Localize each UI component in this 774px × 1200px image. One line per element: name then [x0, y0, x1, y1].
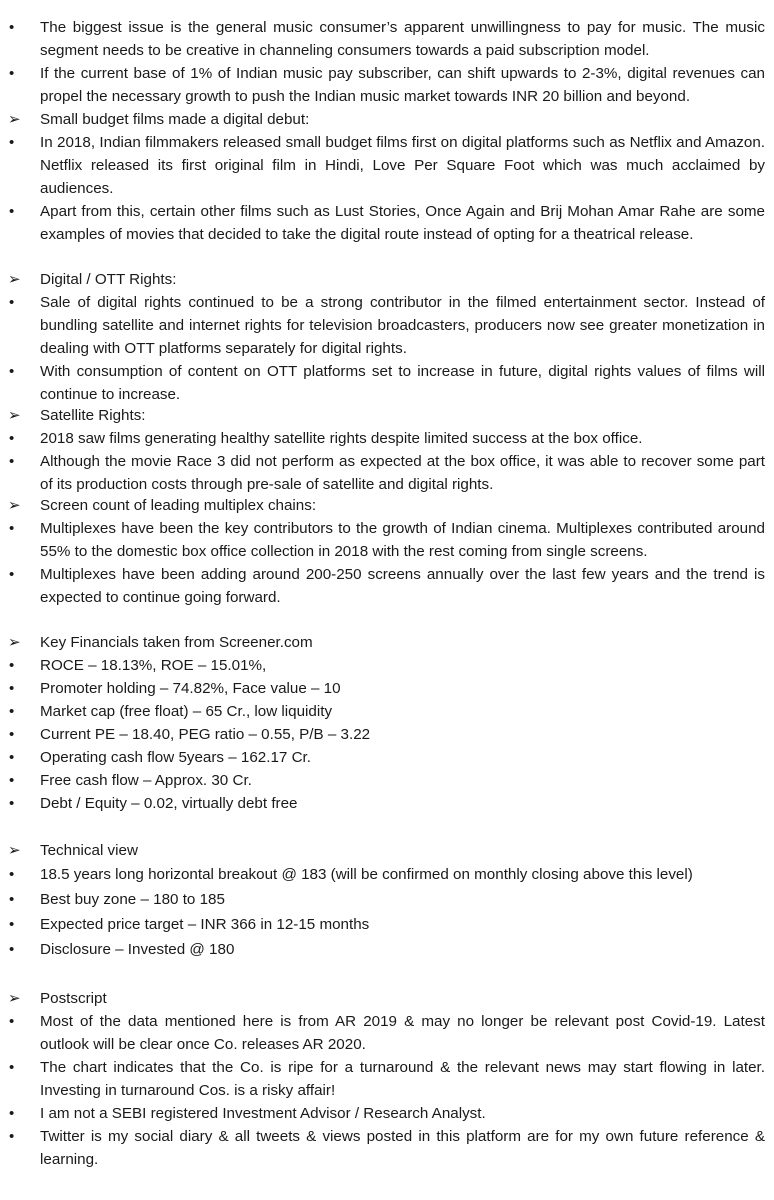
list-item-text: Sale of digital rights continued to be a strong contributor in the filmed entertainment sector. Instead of bundling satellite and internet rights for television broadcasters, producers now see greater monetization in dealing with OTT platforms separately for digital rights. [40, 294, 765, 357]
section-heading-text: Screen count of leading multiplex chains: [40, 497, 317, 514]
list-item-text: ROCE – 18.13%, ROE – 15.01%, [40, 657, 267, 674]
list-item-text: With consumption of content on OTT platforms set to increase in future, digital rights values of films will continue to increase. [40, 363, 765, 403]
bullet-marker [9, 563, 29, 586]
section-technical-view [0, 839, 774, 962]
list-item [0, 563, 774, 609]
list-item-text: In 2018, Indian filmmakers released small budget films first on digital platforms such as Netflix and Amazon. Netflix released its first original film in Hindi, Love Per Square Foot which was much acclaimed by audiences. [40, 134, 765, 197]
section-key-financials [0, 631, 774, 815]
bullet-marker [9, 62, 29, 85]
arrow-marker: ➢ [8, 111, 21, 128]
list-item-text: I am not a SEBI registered Investment Advisor / Research Analyst. [40, 1105, 486, 1122]
list-item-text: The biggest issue is the general music consumer’s apparent unwillingness to pay for music. The music segment needs to be creative in channeling consumers towards a paid subscription model. [40, 19, 765, 59]
list-item-text: Although the movie Race 3 did not perform as expected at the box office, it was able to recover some part of its production costs through pre-sale of satellite and digital rights. [40, 453, 765, 493]
list-item [0, 1056, 774, 1102]
bullet-marker [9, 131, 29, 154]
arrow-marker: ➢ [8, 497, 21, 514]
list-item-text: Apart from this, certain other films such as Lust Stories, Once Again and Brij Mohan Amar Rahe are some examples of movies that decided to take the digital route instead of opting for a theatrical release. [40, 203, 765, 243]
list-item [0, 427, 774, 450]
section-heading-text: Technical view [40, 842, 138, 859]
bullet-marker [9, 360, 29, 383]
section-heading [0, 404, 774, 427]
bullet-marker [9, 862, 29, 887]
bullet-marker [9, 769, 29, 792]
bullet-marker [9, 700, 29, 723]
list-item-text: The chart indicates that the Co. is ripe for a turnaround & the relevant news may start flowing in later. Investing in turnaround Cos. is a risky affair! [40, 1059, 765, 1099]
list-item [0, 200, 774, 246]
section-heading-text: Key Financials taken from Screener.com [40, 634, 313, 651]
list-item-text: Current PE – 18.40, PEG ratio – 0.55, P/B – 3.22 [40, 726, 371, 743]
section-heading-text: Postscript [40, 990, 107, 1007]
list-item-text: Market cap (free float) – 65 Cr., low liquidity [40, 703, 333, 720]
list-item [0, 912, 774, 937]
arrow-marker: ➢ [8, 990, 21, 1007]
bullet-marker [9, 450, 29, 473]
bullet-marker [9, 291, 29, 314]
bullet-marker [9, 1102, 29, 1125]
list-item [0, 1125, 774, 1171]
list-item [0, 792, 774, 815]
list-item-text: 2018 saw films generating healthy satellite rights despite limited success at the box office. [40, 430, 643, 447]
list-item [0, 131, 774, 200]
bullet-marker [9, 723, 29, 746]
list-item-text: If the current base of 1% of Indian music pay subscriber, can shift upwards to 2-3%, digital revenues can propel the necessary growth to push the Indian music market towards INR 20 billion and beyond. [40, 65, 765, 105]
bullet-marker [9, 654, 29, 677]
bullet-marker [9, 427, 29, 450]
list-item-text: Twitter is my social diary & all tweets & views posted in this platform are for my own future reference & learning. [40, 1128, 765, 1168]
bullet-marker [9, 792, 29, 815]
list-item [0, 723, 774, 746]
section-heading [0, 108, 774, 131]
section-heading-text: Satellite Rights: [40, 407, 146, 424]
list-item [0, 700, 774, 723]
section-heading [0, 494, 774, 517]
list-item-text: Multiplexes have been adding around 200-250 screens annually over the last few years and the trend is expected to continue going forward. [40, 566, 765, 606]
list-item [0, 1102, 774, 1125]
list-item-text: Most of the data mentioned here is from AR 2019 & may no longer be relevant post Covid-19. Latest outlook will be clear once Co. releases AR 2020. [40, 1013, 765, 1053]
bullet-marker [9, 887, 29, 912]
bullet-marker [9, 1125, 29, 1148]
section-heading [0, 839, 774, 862]
section-postscript [0, 987, 774, 1171]
arrow-marker: ➢ [8, 407, 21, 424]
section-satellite-rights [0, 404, 774, 496]
bullet-marker [9, 912, 29, 937]
list-item-text: Disclosure – Invested @ 180 [40, 941, 235, 958]
section-small-budget-films [0, 108, 774, 246]
section-heading [0, 268, 774, 291]
section-heading-text: Small budget films made a digital debut: [40, 111, 310, 128]
bullet-marker [9, 937, 29, 962]
list-item [0, 62, 774, 108]
section-multiplex-chains [0, 494, 774, 609]
bullet-marker [9, 1010, 29, 1033]
list-item [0, 517, 774, 563]
section-heading [0, 987, 774, 1010]
list-item [0, 16, 774, 62]
list-item-text: Debt / Equity – 0.02, virtually debt free [40, 795, 298, 812]
bullet-marker [9, 16, 29, 39]
list-item [0, 360, 774, 406]
list-item-text: Best buy zone – 180 to 185 [40, 891, 225, 908]
list-item [0, 654, 774, 677]
list-item-text: Operating cash flow 5years – 162.17 Cr. [40, 749, 311, 766]
section-music [0, 16, 774, 108]
list-item-text: Free cash flow – Approx. 30 Cr. [40, 772, 252, 789]
section-digital-ott-rights [0, 268, 774, 406]
list-item-text: Multiplexes have been the key contributors to the growth of Indian cinema. Multiplexes contributed around 55% to the domestic box office collection in 2018 with the rest coming from single screens. [40, 520, 765, 560]
section-heading [0, 631, 774, 654]
bullet-marker [9, 677, 29, 700]
list-item [0, 769, 774, 792]
section-heading-text: Digital / OTT Rights: [40, 271, 177, 288]
arrow-marker: ➢ [8, 842, 21, 859]
arrow-marker: ➢ [8, 271, 21, 288]
list-item-text: Expected price target – INR 366 in 12-15 months [40, 916, 370, 933]
list-item [0, 887, 774, 912]
list-item [0, 937, 774, 962]
list-item [0, 450, 774, 496]
list-item-text: Promoter holding – 74.82%, Face value – 10 [40, 680, 341, 697]
bullet-marker [9, 200, 29, 223]
list-item [0, 862, 774, 887]
list-item [0, 677, 774, 700]
list-item [0, 1010, 774, 1056]
list-item-text: 18.5 years long horizontal breakout @ 183 (will be confirmed on monthly closing above this level) [40, 866, 693, 883]
bullet-marker [9, 746, 29, 769]
arrow-marker: ➢ [8, 634, 21, 651]
bullet-marker [9, 517, 29, 540]
list-item [0, 291, 774, 360]
list-item [0, 746, 774, 769]
bullet-marker [9, 1056, 29, 1079]
